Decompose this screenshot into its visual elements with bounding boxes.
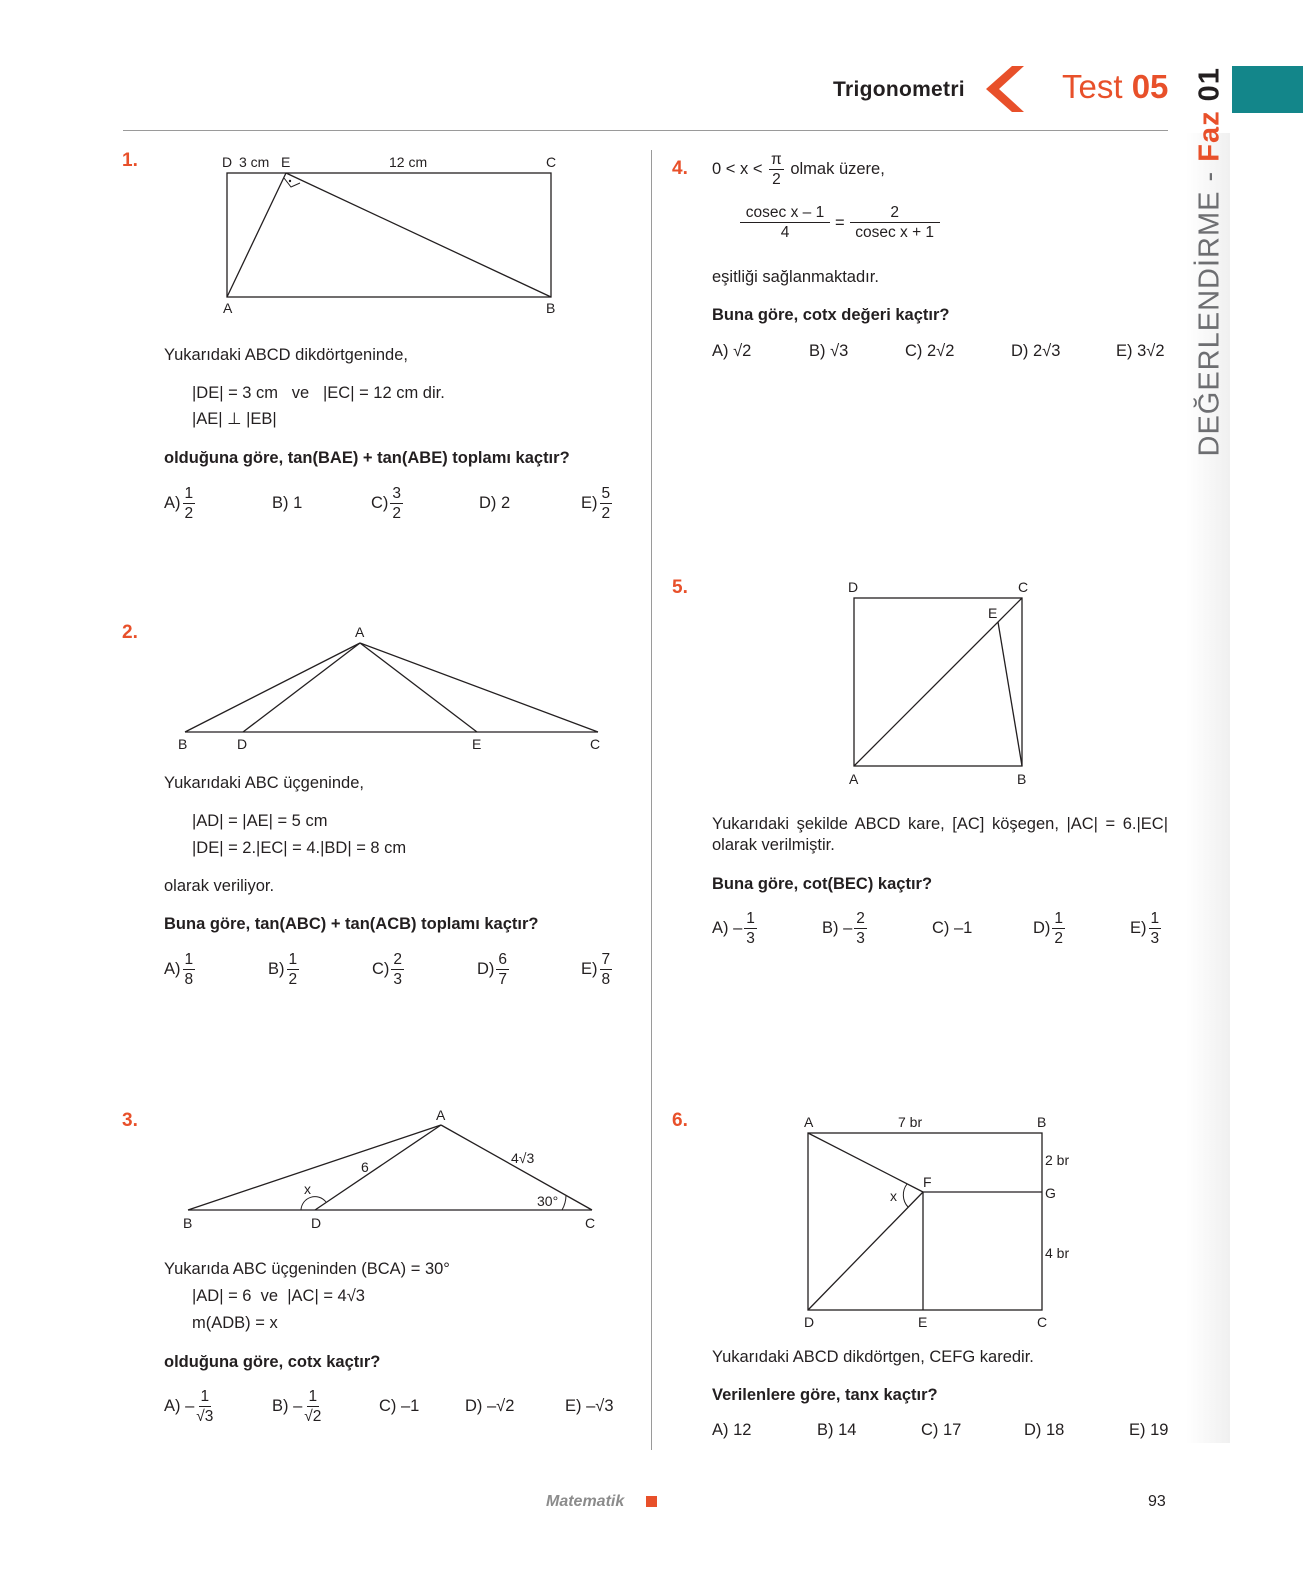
q4-condition (712, 150, 885, 189)
q5-option-c[interactable]: C) –1 (932, 919, 973, 937)
q3-question: olduğuna göre, cotx kaçtır? (164, 1353, 381, 1371)
q4-option-a[interactable]: A) √2 (712, 342, 752, 360)
numerator: 1 (1054, 910, 1064, 927)
q6-option-c[interactable]: C) 17 (921, 1421, 962, 1439)
footer-subject: Matematik (546, 1493, 625, 1510)
test-number: 05 (1131, 68, 1169, 105)
q3-given-2: m(ADB) = x (192, 1314, 278, 1332)
q1-label-de: 3 cm (239, 154, 270, 170)
q6-label-d: D (804, 1314, 815, 1330)
fraction (391, 950, 404, 989)
numerator: 3 (392, 485, 402, 502)
q2-intro: Yukarıdaki ABC üçgeninde, (164, 774, 364, 792)
q4-cond-left: 0 < x < (712, 159, 763, 178)
q2-option-e[interactable] (581, 950, 614, 989)
option-label: A) – (164, 1397, 195, 1415)
q5-intro-2: olarak verilmiştir. (712, 836, 835, 854)
question-number: 5. (672, 577, 688, 598)
q4-option-e[interactable]: E) 3√2 (1116, 342, 1165, 360)
q2-option-c[interactable] (372, 950, 406, 989)
q3-option-b[interactable] (272, 1387, 323, 1426)
denominator: cosec x + 1 (855, 224, 935, 241)
numerator: cosec x – 1 (740, 203, 830, 223)
q1-figure (215, 150, 575, 320)
numerator: 2 (850, 203, 940, 223)
q6-option-e[interactable]: E) 19 (1129, 1421, 1169, 1439)
denominator: 4 (780, 224, 790, 241)
q3-label-a: A (436, 1107, 446, 1123)
q2-figure (170, 620, 615, 760)
q1-label-ec: 12 cm (389, 154, 428, 170)
q1-option-c[interactable] (371, 484, 405, 523)
fraction (600, 950, 613, 989)
denominator: 7 (498, 971, 508, 988)
numerator: 2 (856, 910, 865, 927)
option-label: B) – (822, 919, 853, 937)
denominator: √3 (196, 1408, 214, 1425)
fraction (1149, 909, 1162, 948)
q6-intro: Yukarıdaki ABCD dikdörtgen, CEFG karedir. (712, 1348, 1034, 1366)
numerator: 6 (498, 951, 508, 968)
numerator: 1 (184, 485, 194, 502)
q3-label-angle: 30° (537, 1193, 559, 1209)
q3-label-b: B (183, 1215, 193, 1231)
equals-sign: = (835, 213, 845, 232)
denominator: 2 (601, 505, 611, 522)
q5-label-b: B (1017, 771, 1027, 787)
q6-label-c: C (1037, 1314, 1048, 1330)
fraction (854, 909, 867, 948)
q3-option-c[interactable]: C) –1 (379, 1397, 420, 1415)
numerator: 1 (184, 951, 194, 968)
fraction (287, 950, 300, 989)
q5-option-b[interactable] (822, 909, 869, 948)
numerator: 2 (393, 951, 403, 968)
fraction (600, 484, 613, 523)
fraction (740, 203, 830, 242)
q2-label-b: B (178, 736, 188, 752)
q1-question: olduğuna göre, tan(BAE) + tan(ABE) toplamı kaçtır? (164, 449, 570, 467)
q3-label-c: C (585, 1215, 596, 1231)
question-number: 4. (672, 158, 688, 179)
q2-option-a[interactable] (164, 950, 197, 989)
q5-question: Buna göre, cot(BEC) kaçtır? (712, 875, 933, 893)
side-label-number: 01 (1193, 67, 1226, 102)
numerator: 1 (200, 1388, 210, 1405)
option-label: E) (581, 960, 598, 978)
q6-label-gc: 4 br (1045, 1245, 1070, 1261)
q1-option-a[interactable] (164, 484, 197, 523)
numerator: 5 (601, 485, 611, 502)
q5-label-d: D (848, 579, 859, 595)
fraction (850, 203, 940, 242)
option-label: A) – (712, 919, 743, 937)
column-divider (651, 150, 652, 1450)
q2-label-e: E (472, 736, 482, 752)
q2-given-3: olarak veriliyor. (164, 877, 275, 895)
numerator: 1 (746, 910, 755, 927)
question-number: 2. (122, 622, 138, 643)
q2-label-c: C (590, 736, 601, 752)
fraction (1052, 909, 1065, 948)
option-label: A) (164, 494, 181, 512)
section-tab (1232, 66, 1303, 113)
q4-equation (738, 203, 942, 242)
fraction (769, 150, 784, 189)
q4-given: eşitliği sağlanmaktadır. (712, 268, 879, 286)
q4-option-b[interactable]: B) √3 (809, 342, 849, 360)
q5-intro: Yukarıdaki şekilde ABCD kare, [AC] köşegen, |AC| = 6.|EC| (712, 815, 1168, 833)
q1-label-e: E (281, 154, 291, 170)
question-number: 3. (122, 1110, 138, 1131)
fraction (304, 1387, 321, 1426)
q1-intro: Yukarıdaki ABCD dikdörtgeninde, (164, 346, 408, 364)
q5-option-a[interactable] (712, 909, 759, 948)
q3-intro: Yukarıda ABC üçgeninden (BCA) = 30° (164, 1260, 450, 1278)
fraction (196, 1387, 213, 1426)
q6-label-a: A (804, 1114, 814, 1130)
page-number: 93 (1148, 1493, 1166, 1510)
chevron-left-icon (984, 66, 1026, 112)
q2-question: Buna göre, tan(ABC) + tan(ACB) toplamı kaçtır? (164, 915, 539, 933)
chapter-title: Trigonometri (833, 78, 965, 101)
fraction (496, 950, 509, 989)
denominator: √2 (304, 1408, 322, 1425)
numerator: 1 (308, 1388, 318, 1405)
denominator: 3 (746, 930, 755, 947)
test-word: Test (1062, 68, 1123, 105)
q2-option-b[interactable] (268, 950, 301, 989)
option-label: C) (371, 494, 389, 512)
q6-label-b: B (1037, 1114, 1047, 1130)
option-label: E) (1130, 919, 1147, 937)
fraction (183, 484, 196, 523)
q6-label-f: F (923, 1174, 932, 1190)
q6-question: Verilenlere göre, tanx kaçtır? (712, 1386, 938, 1404)
q2-given-1: |AD| = |AE| = 5 cm (192, 812, 328, 830)
q6-label-e: E (918, 1314, 928, 1330)
denominator: 3 (1150, 930, 1160, 947)
q1-given-2: |AE| ⊥ |EB| (192, 410, 277, 428)
numerator: π (771, 151, 782, 168)
option-label: C) (372, 960, 390, 978)
q3-label-d: D (311, 1215, 322, 1231)
denominator: 8 (184, 971, 194, 988)
q6-label-g: G (1045, 1185, 1056, 1201)
q5-option-d[interactable] (1033, 909, 1067, 948)
side-vertical-label (1193, 67, 1227, 457)
q3-given-1: |AD| = 6 ve |AC| = 4√3 (192, 1287, 365, 1305)
q5-label-a: A (849, 771, 859, 787)
q1-label-d: D (222, 154, 233, 170)
option-label: E) (581, 494, 598, 512)
q5-label-e: E (988, 605, 998, 621)
footer-square-icon (646, 1496, 657, 1507)
test-label (1062, 68, 1168, 106)
q6-label-ab: 7 br (898, 1114, 923, 1130)
option-label: D) (1033, 919, 1051, 937)
q5-label-c: C (1018, 579, 1029, 595)
q3-option-e[interactable]: E) –√3 (565, 1397, 614, 1415)
question-number: 1. (122, 150, 138, 171)
q3-figure (175, 1105, 615, 1240)
q5-figure (840, 576, 1040, 791)
q3-label-ac: 4√3 (511, 1150, 535, 1166)
q5-option-e[interactable] (1130, 909, 1163, 948)
option-label: B) – (272, 1397, 303, 1415)
q6-option-d[interactable]: D) 18 (1024, 1421, 1065, 1439)
q4-option-c[interactable]: C) 2√2 (905, 342, 955, 360)
q6-label-x: x (890, 1188, 897, 1204)
denominator: 3 (856, 930, 865, 947)
fraction (183, 950, 196, 989)
q3-option-a[interactable] (164, 1387, 215, 1426)
option-label: B) (268, 960, 285, 978)
denominator: 3 (393, 971, 403, 988)
denominator: 2 (288, 971, 298, 988)
numerator: 1 (288, 951, 298, 968)
q6-option-b[interactable]: B) 14 (817, 1421, 857, 1439)
option-label: A) (164, 960, 181, 978)
q2-label-a: A (355, 624, 365, 640)
q2-given-2: |DE| = 2.|EC| = 4.|BD| = 8 cm (192, 839, 407, 857)
denominator: 2 (1054, 930, 1064, 947)
q4-question: Buna göre, cotx değeri kaçtır? (712, 306, 950, 324)
side-label-text: DEĞERLENDİRME - (1193, 161, 1226, 457)
question-number: 6. (672, 1110, 688, 1131)
q2-option-d[interactable] (477, 950, 511, 989)
numerator: 1 (1150, 910, 1160, 927)
q1-given-1: |DE| = 3 cm ve |EC| = 12 cm dir. (192, 384, 445, 402)
q1-label-b: B (546, 300, 556, 316)
q4-cond-right: olmak üzere, (790, 159, 885, 178)
denominator: 2 (772, 171, 781, 188)
option-label: D) (477, 960, 495, 978)
denominator: 8 (601, 971, 611, 988)
side-label-brand: Faz (1193, 110, 1226, 162)
q1-option-e[interactable] (581, 484, 614, 523)
q6-option-a[interactable]: A) 12 (712, 1421, 752, 1439)
q2-label-d: D (237, 736, 248, 752)
denominator: 2 (392, 505, 402, 522)
q1-option-b[interactable]: B) 1 (272, 494, 303, 512)
fraction (744, 909, 757, 948)
q1-label-a: A (223, 300, 233, 316)
q4-option-d[interactable]: D) 2√3 (1011, 342, 1061, 360)
numerator: 7 (601, 951, 611, 968)
q3-label-ad: 6 (361, 1159, 369, 1175)
fraction (390, 484, 403, 523)
q6-figure (795, 1108, 1085, 1338)
denominator: 2 (184, 505, 194, 522)
q3-label-x: x (304, 1181, 311, 1197)
q3-option-d[interactable]: D) –√2 (465, 1397, 515, 1415)
q1-label-c: C (546, 154, 557, 170)
q1-option-d[interactable]: D) 2 (479, 494, 511, 512)
header-divider (123, 130, 1168, 131)
q6-label-bg: 2 br (1045, 1152, 1070, 1168)
